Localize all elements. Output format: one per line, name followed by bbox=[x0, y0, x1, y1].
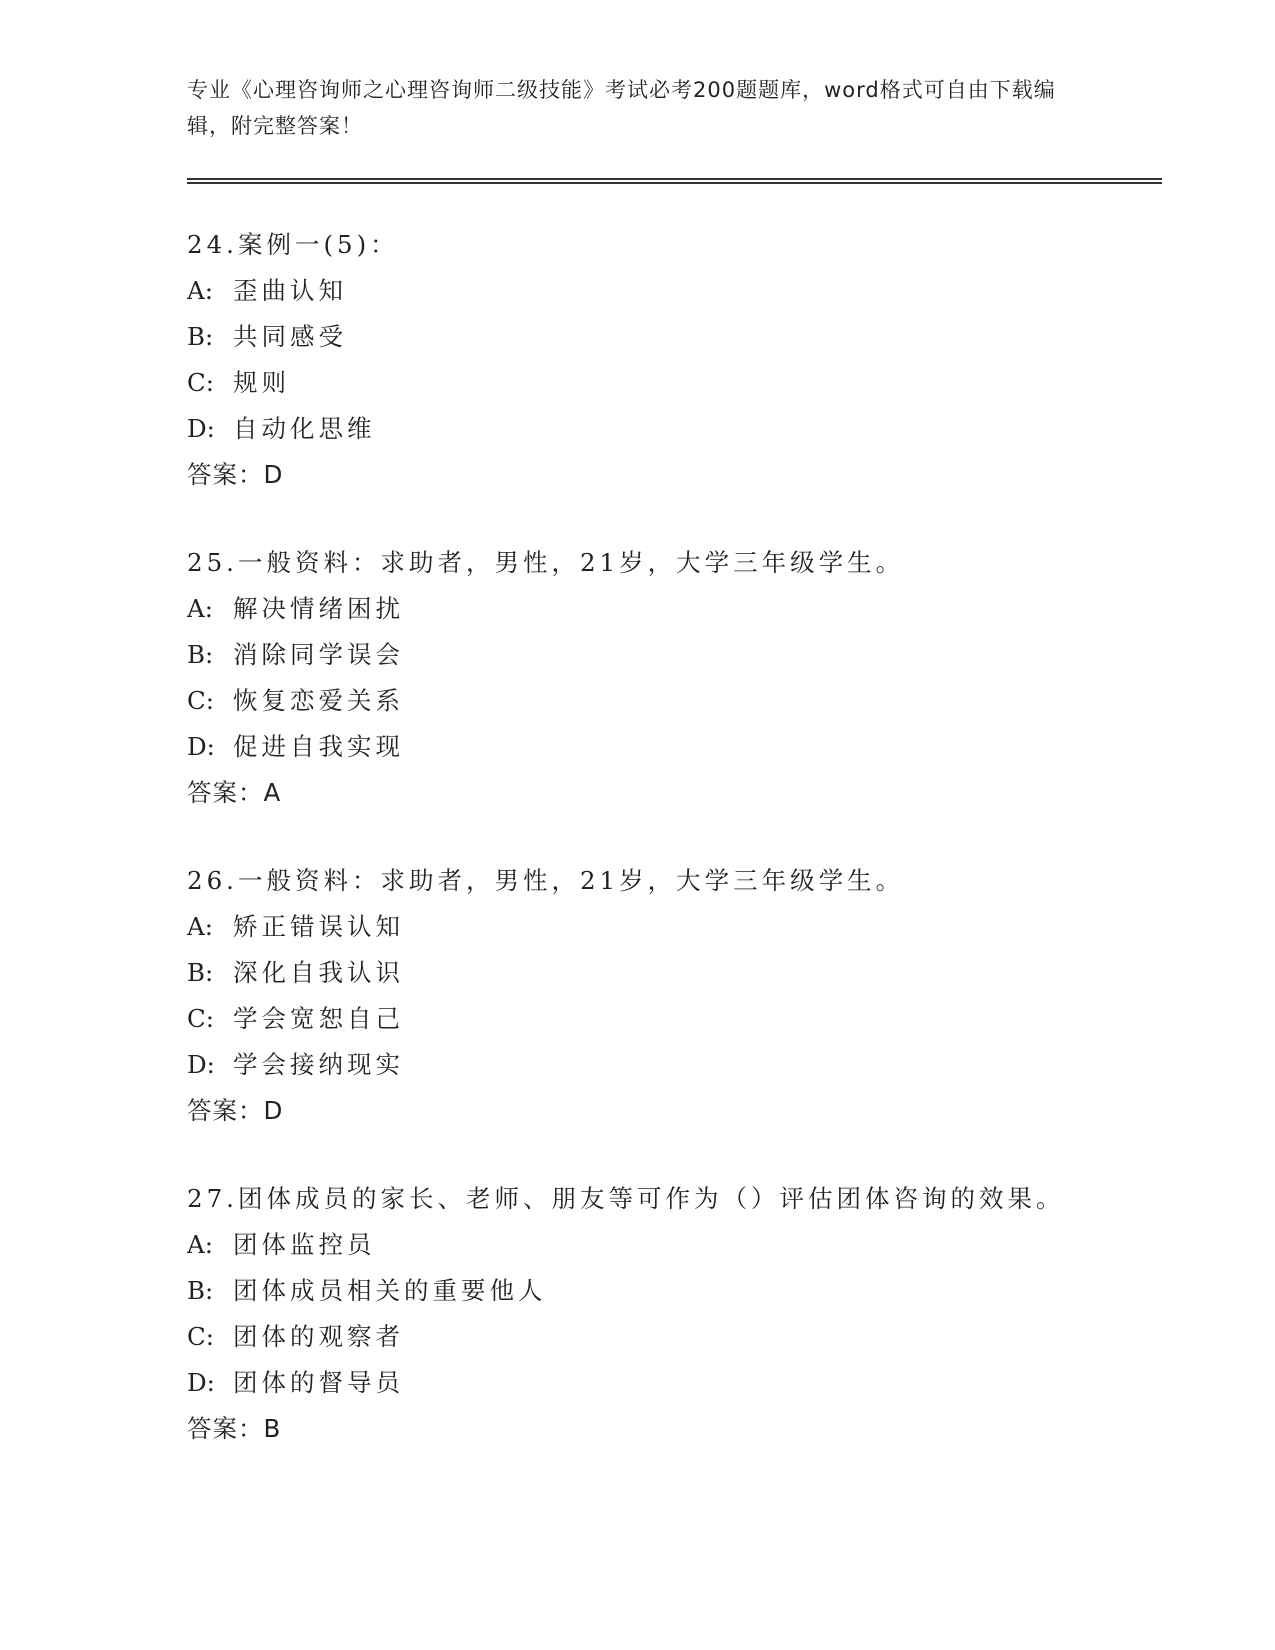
option-letter: C: bbox=[187, 1004, 215, 1033]
option-text: 团体成员相关的重要他人 bbox=[233, 1276, 547, 1305]
option-letter: D: bbox=[187, 732, 215, 761]
option-text: 矫正错误认知 bbox=[233, 912, 404, 941]
option-text: 解决情绪困扰 bbox=[233, 594, 404, 623]
option-text: 团体的观察者 bbox=[233, 1322, 404, 1351]
option-letter: A: bbox=[187, 912, 213, 941]
option-letter: A: bbox=[187, 1230, 213, 1259]
header-divider bbox=[187, 178, 1162, 184]
option-a bbox=[187, 268, 1147, 314]
option-letter: C: bbox=[187, 686, 215, 715]
option-text: 促进自我实现 bbox=[233, 732, 404, 761]
option-letter: A: bbox=[187, 276, 213, 305]
option-letter: B: bbox=[187, 640, 214, 669]
question-stem: 27.团体成员的家长、老师、朋友等可作为（）评估团体咨询的效果。 bbox=[187, 1184, 1065, 1213]
answer-line: 答案：A bbox=[187, 778, 282, 807]
question-block bbox=[187, 1176, 1147, 1452]
option-b bbox=[187, 1268, 1147, 1314]
question-stem: 24.案例一(5)： bbox=[187, 230, 399, 259]
question-stem: 26.一般资料：求助者，男性，21岁，大学三年级学生。 bbox=[187, 866, 905, 895]
option-a bbox=[187, 586, 1147, 632]
option-letter: B: bbox=[187, 322, 214, 351]
document-intro: 专业《心理咨询师之心理咨询师二级技能》考试必考200题题库，word格式可自由下载编辑，附完整答案！ bbox=[187, 78, 1056, 138]
answer-line: 答案：D bbox=[187, 460, 284, 489]
option-letter: D: bbox=[187, 1368, 215, 1397]
option-letter: A: bbox=[187, 594, 213, 623]
option-text: 团体监控员 bbox=[233, 1230, 376, 1259]
option-d bbox=[187, 1360, 1147, 1406]
option-d bbox=[187, 724, 1147, 770]
option-text: 恢复恋爱关系 bbox=[233, 686, 404, 715]
option-c bbox=[187, 996, 1147, 1042]
option-a bbox=[187, 1222, 1147, 1268]
option-text: 规则 bbox=[233, 368, 290, 397]
option-letter: D: bbox=[187, 414, 215, 443]
option-a bbox=[187, 904, 1147, 950]
option-text: 自动化思维 bbox=[233, 414, 376, 443]
option-b bbox=[187, 314, 1147, 360]
option-c bbox=[187, 1314, 1147, 1360]
option-d bbox=[187, 1042, 1147, 1088]
option-letter: C: bbox=[187, 368, 215, 397]
option-c bbox=[187, 678, 1147, 724]
option-c bbox=[187, 360, 1147, 406]
option-d bbox=[187, 406, 1147, 452]
option-text: 消除同学误会 bbox=[233, 640, 404, 669]
question-block bbox=[187, 222, 1147, 498]
question-block bbox=[187, 540, 1147, 816]
option-text: 共同感受 bbox=[233, 322, 347, 351]
option-text: 团体的督导员 bbox=[233, 1368, 404, 1397]
answer-line: 答案：B bbox=[187, 1414, 282, 1443]
option-letter: B: bbox=[187, 958, 214, 987]
option-letter: D: bbox=[187, 1050, 215, 1079]
option-text: 深化自我认识 bbox=[233, 958, 404, 987]
option-letter: B: bbox=[187, 1276, 214, 1305]
option-b bbox=[187, 632, 1147, 678]
option-b bbox=[187, 950, 1147, 996]
answer-line: 答案：D bbox=[187, 1096, 284, 1125]
question-block bbox=[187, 858, 1147, 1134]
option-text: 学会接纳现实 bbox=[233, 1050, 404, 1079]
question-stem: 25.一般资料：求助者，男性，21岁，大学三年级学生。 bbox=[187, 548, 905, 577]
option-text: 歪曲认知 bbox=[233, 276, 347, 305]
option-text: 学会宽恕自己 bbox=[233, 1004, 404, 1033]
option-letter: C: bbox=[187, 1322, 215, 1351]
